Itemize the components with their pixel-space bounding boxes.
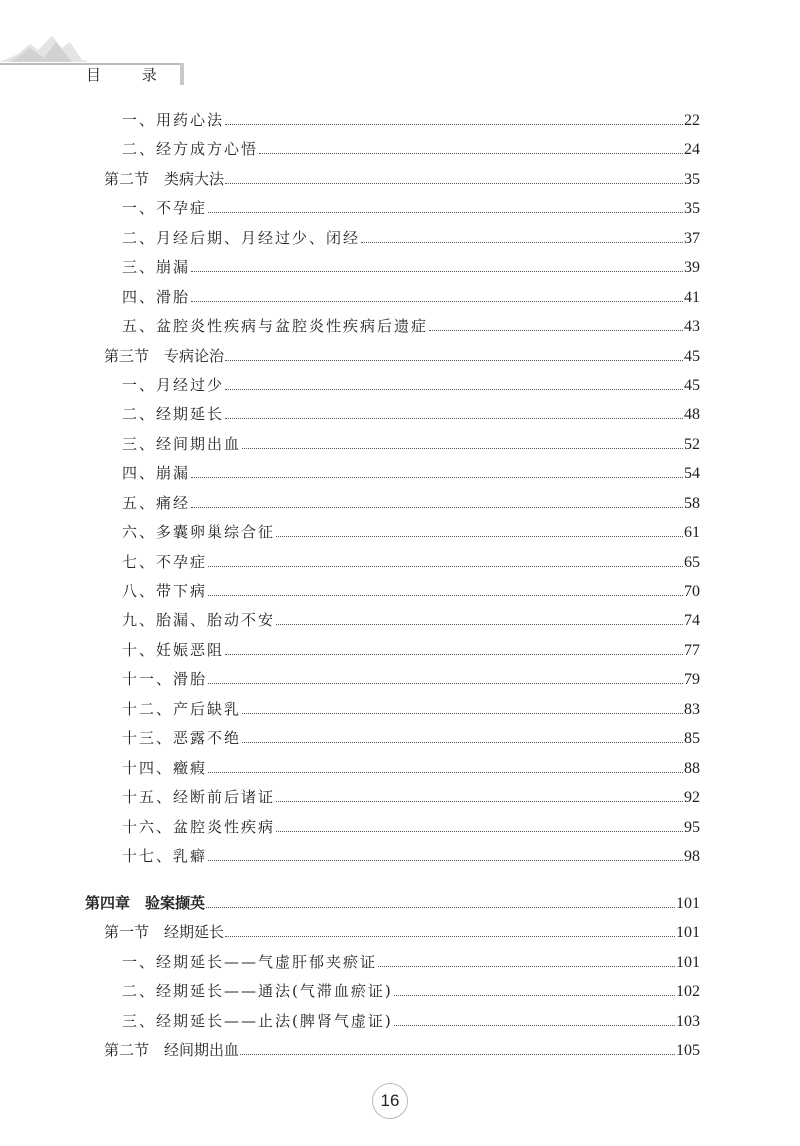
- toc-entry-page: 24: [684, 141, 700, 159]
- toc-item[interactable]: [122, 981, 700, 1001]
- toc-item[interactable]: [122, 610, 700, 630]
- toc-entry-title: 二、经期延长: [122, 405, 225, 424]
- toc-entry-page: 105: [676, 1042, 700, 1059]
- leader-dots: [191, 271, 683, 272]
- toc-entry-title: 八、带下病: [122, 582, 208, 601]
- toc-item[interactable]: [122, 463, 700, 483]
- toc-entry-title: 十四、癥瘕: [122, 758, 208, 777]
- toc-entry-title: 三、经期延长——止法(脾肾气虚证): [122, 1011, 393, 1030]
- toc-item[interactable]: [122, 375, 700, 395]
- toc-section[interactable]: [104, 922, 700, 942]
- toc-entry-title: 二、月经后期、月经过少、闭经: [122, 228, 361, 247]
- toc-entry-title: 四、崩漏: [122, 464, 191, 483]
- toc-entry-page: 58: [684, 494, 700, 512]
- toc-entry-title: 四、滑胎: [122, 287, 191, 306]
- toc-entry-title: 十七、乳癖: [122, 847, 208, 865]
- toc-entry-page: 83: [684, 700, 700, 718]
- toc-entry-title: 十三、恶露不绝: [122, 729, 242, 748]
- toc-entry-title: 一、月经过少: [122, 375, 225, 394]
- toc-entry-page: 102: [676, 983, 700, 1001]
- toc-entry-page: 61: [684, 524, 700, 542]
- toc-item[interactable]: [122, 552, 700, 572]
- leader-dots: [225, 360, 683, 361]
- toc-entry-title: 二、经方成方心悟: [122, 140, 259, 159]
- toc-entry-title: 一、用药心法: [122, 111, 225, 129]
- page-number: 16: [372, 1083, 408, 1119]
- toc-item[interactable]: [122, 728, 700, 748]
- toc-entry-title: 九、胎漏、胎动不安: [122, 611, 276, 630]
- toc-entry-title: 五、痛经: [122, 493, 191, 512]
- toc-entry-page: 101: [676, 895, 700, 912]
- leader-dots: [191, 477, 683, 478]
- leader-dots: [225, 183, 683, 184]
- toc-entry-page: 35: [684, 200, 700, 218]
- leader-dots: [240, 1054, 675, 1055]
- toc-item[interactable]: [122, 493, 700, 513]
- toc-entry-title: 二、经期延长——通法(气滞血瘀证): [122, 982, 393, 1001]
- toc-item[interactable]: [122, 316, 700, 336]
- leader-dots: [361, 242, 683, 243]
- toc-entry-title: 第二节 类病大法: [104, 169, 225, 188]
- toc-entry-page: 45: [684, 376, 700, 394]
- toc-entry-page: 88: [684, 759, 700, 777]
- leader-dots: [206, 907, 675, 908]
- leader-dots: [225, 654, 683, 655]
- toc-section[interactable]: [104, 169, 700, 189]
- toc-entry-page: 98: [684, 848, 700, 865]
- toc-item[interactable]: [122, 110, 700, 130]
- leader-dots: [242, 448, 683, 449]
- leader-dots: [276, 624, 683, 625]
- toc-item[interactable]: [122, 287, 700, 307]
- toc-section[interactable]: [104, 346, 700, 366]
- toc-entry-page: 22: [684, 112, 700, 129]
- leader-dots: [225, 124, 683, 125]
- toc-item[interactable]: [122, 952, 700, 972]
- toc-entry-page: 92: [684, 789, 700, 807]
- toc-entry-title: 第一节 经期延长: [104, 923, 225, 942]
- leader-dots: [208, 860, 683, 861]
- leader-dots: [191, 507, 683, 508]
- toc-item[interactable]: [122, 846, 700, 866]
- toc-entry-page: 52: [684, 435, 700, 453]
- toc-entry-page: 65: [684, 553, 700, 571]
- leader-dots: [191, 301, 683, 302]
- leader-dots: [429, 330, 683, 331]
- toc-entry-title: 六、多囊卵巢综合征: [122, 523, 276, 542]
- toc-entry-title: 第四章 验案撷英: [85, 894, 206, 912]
- toc-item[interactable]: [122, 228, 700, 248]
- toc-entry-page: 101: [676, 953, 700, 971]
- leader-dots: [208, 683, 683, 684]
- page-title: 目 录: [86, 66, 175, 84]
- toc-entry-title: 十六、盆腔炎性疾病: [122, 817, 276, 836]
- toc-entry-page: 39: [684, 259, 700, 277]
- toc-entry-page: 95: [684, 818, 700, 836]
- toc-entry-page: 45: [684, 347, 700, 365]
- leader-dots: [225, 418, 683, 419]
- toc-entry-title: 十、妊娠恶阻: [122, 640, 225, 659]
- toc-entry-page: 48: [684, 406, 700, 424]
- leader-dots: [242, 713, 683, 714]
- toc-entry-title: 一、经期延长——气虚肝郁夹瘀证: [122, 952, 378, 971]
- header-bar: [180, 63, 184, 85]
- toc-item[interactable]: [122, 257, 700, 277]
- toc-entry-title: 十二、产后缺乳: [122, 699, 242, 718]
- leader-dots: [394, 995, 675, 996]
- toc-item[interactable]: [122, 817, 700, 837]
- leader-dots: [276, 536, 683, 537]
- leader-dots: [225, 936, 675, 937]
- toc-item[interactable]: [122, 522, 700, 542]
- toc-entry-page: 37: [684, 229, 700, 247]
- leader-dots: [259, 153, 683, 154]
- leader-dots: [225, 389, 683, 390]
- toc-item[interactable]: [122, 787, 700, 807]
- toc-item[interactable]: [122, 581, 700, 601]
- leader-dots: [208, 772, 683, 773]
- toc-entry-page: 77: [684, 641, 700, 659]
- leader-dots: [276, 831, 683, 832]
- toc-entry-page: 103: [676, 1012, 700, 1030]
- leader-dots: [242, 742, 683, 743]
- leader-dots: [276, 801, 683, 802]
- leader-dots: [208, 566, 683, 567]
- toc-item[interactable]: [122, 404, 700, 424]
- toc-item[interactable]: [122, 758, 700, 778]
- toc-entry-title: 第二节 经间期出血: [104, 1041, 240, 1059]
- toc-entry-title: 七、不孕症: [122, 552, 208, 571]
- toc-entry-page: 74: [684, 612, 700, 630]
- toc-item[interactable]: [122, 139, 700, 159]
- toc-entry-page: 101: [676, 924, 700, 942]
- toc-entry-page: 41: [684, 288, 700, 306]
- leader-dots: [208, 212, 683, 213]
- toc-item[interactable]: [122, 434, 700, 454]
- toc-item[interactable]: [122, 1011, 700, 1031]
- toc-entry-title: 十五、经断前后诸证: [122, 788, 276, 807]
- toc-entry-page: 85: [684, 730, 700, 748]
- toc-section[interactable]: [104, 1040, 700, 1060]
- mountain-decoration-icon: [0, 32, 90, 64]
- toc-entry-page: 54: [684, 465, 700, 483]
- toc-item[interactable]: [122, 198, 700, 218]
- toc-chapter[interactable]: [85, 893, 700, 913]
- leader-dots: [208, 595, 683, 596]
- toc-entry-page: 35: [684, 170, 700, 188]
- leader-dots: [394, 1025, 675, 1026]
- toc-item[interactable]: [122, 699, 700, 719]
- toc-entry-title: 第三节 专病论治: [104, 346, 225, 365]
- toc-entry-page: 79: [684, 671, 700, 689]
- toc-entry-title: 一、不孕症: [122, 199, 208, 218]
- toc-entry-page: 70: [684, 583, 700, 601]
- leader-dots: [378, 966, 675, 967]
- toc-item[interactable]: [122, 669, 700, 689]
- toc-entry-title: 五、盆腔炎性疾病与盆腔炎性疾病后遗症: [122, 317, 429, 336]
- toc-entry-title: 三、崩漏: [122, 258, 191, 277]
- toc-entry-title: 十一、滑胎: [122, 670, 208, 689]
- toc-entry-title: 三、经间期出血: [122, 434, 242, 453]
- toc-entry-page: 43: [684, 318, 700, 336]
- toc-item[interactable]: [122, 640, 700, 660]
